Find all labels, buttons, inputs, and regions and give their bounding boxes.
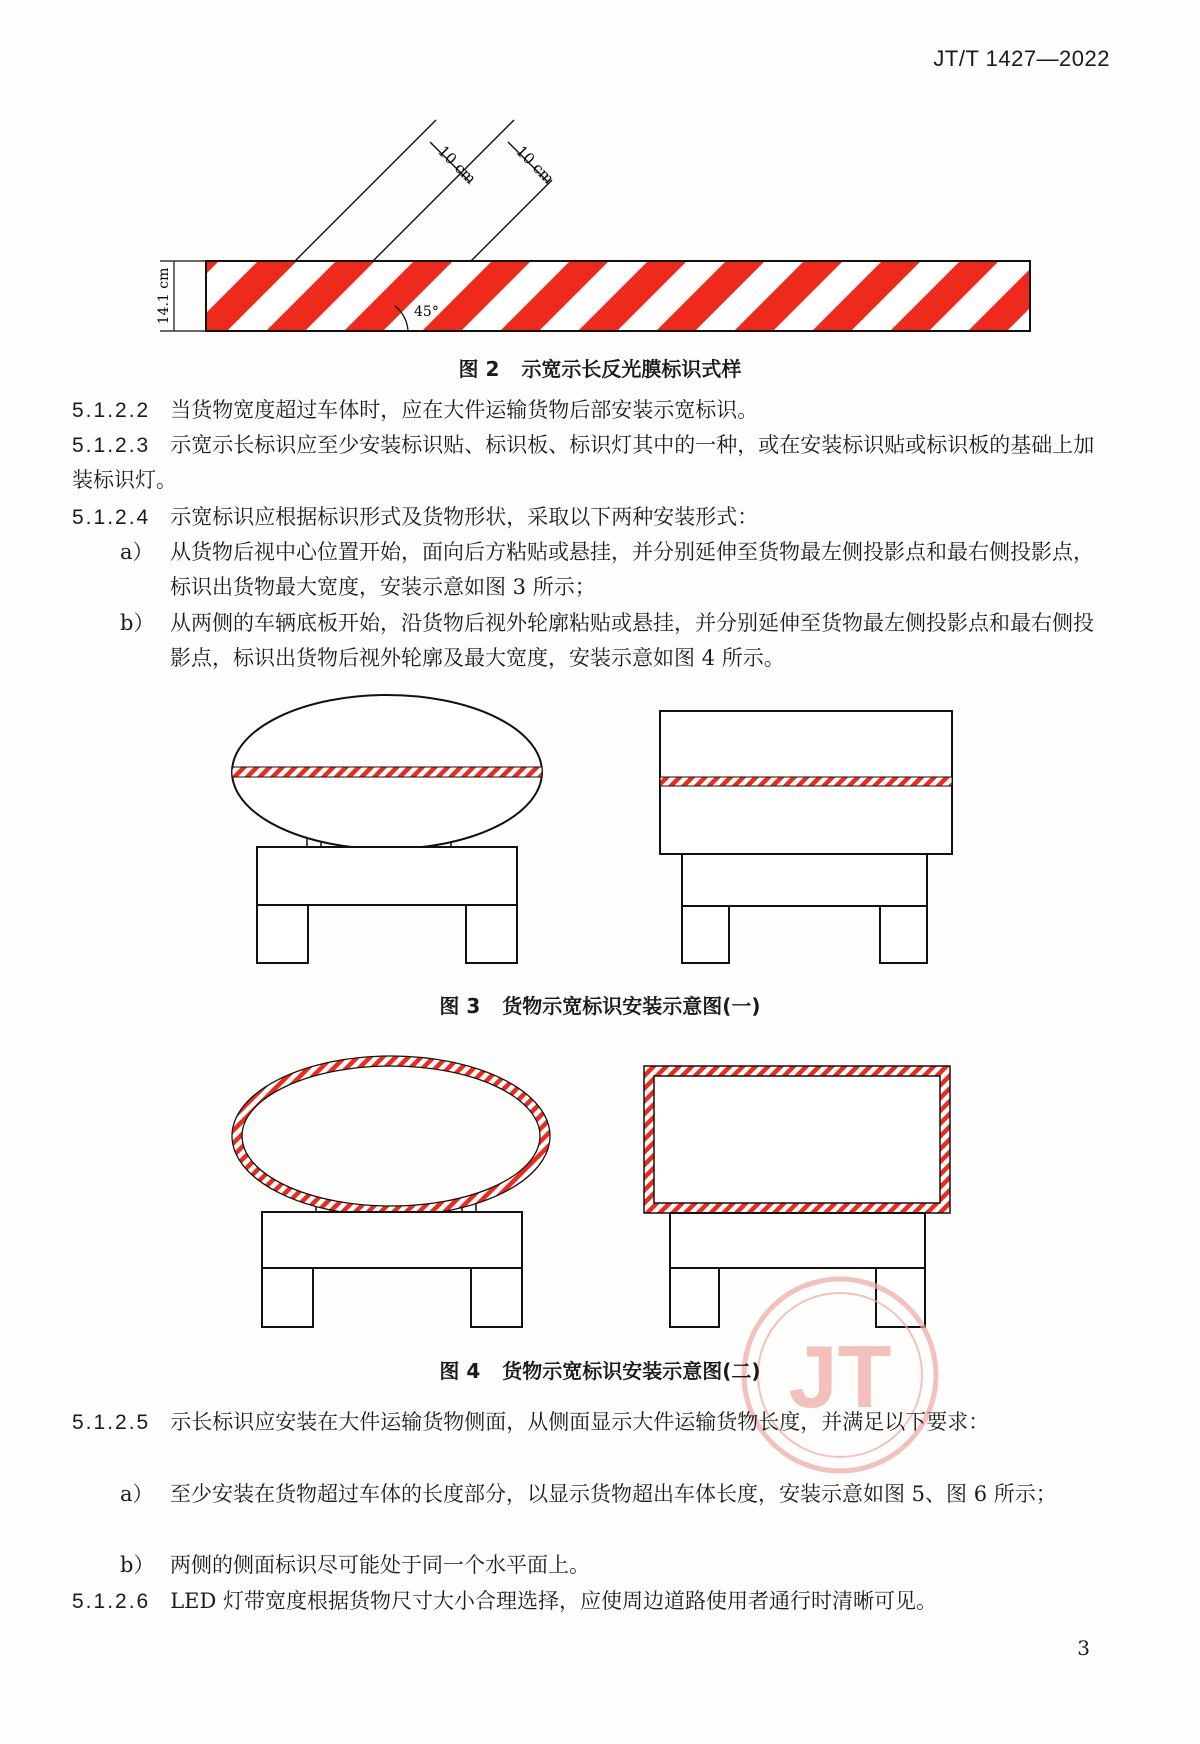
- list-item-label: b）: [120, 1553, 155, 1577]
- reflective-stripes: [110, 261, 1200, 331]
- clause-5-1-2-6: [72, 1584, 1112, 1619]
- vehicle-wheel-left: [257, 905, 308, 963]
- list-item-a: [120, 535, 1112, 605]
- dim-label-10cm-a: 10 cm: [434, 142, 480, 188]
- clause-number: 5.1.2.4: [72, 506, 151, 529]
- caption-number: 图 2: [458, 357, 500, 381]
- caption-title: 货物示宽标识安装示意图(一): [502, 994, 761, 1018]
- clause-5-1-2-5: [72, 1405, 1112, 1440]
- list-item-label: b）: [120, 611, 155, 635]
- standard-code: JT/T 1427—2022: [933, 46, 1110, 71]
- caption-title: 货物示宽标识安装示意图(二): [502, 1359, 761, 1383]
- caption-number: 图 4: [439, 1359, 481, 1383]
- box-cargo-vehicle: [660, 711, 952, 963]
- list-item-text: 两侧的侧面标识尽可能处于同一个水平面上。: [170, 1553, 590, 1577]
- vehicle-wheel-right: [880, 906, 927, 963]
- caption-title: 示宽示长反光膜标识式样: [521, 357, 742, 381]
- figure-3-caption: [0, 990, 1200, 1019]
- height-dim-label: 14.1 cm: [156, 267, 172, 325]
- list-item-b: [120, 606, 1112, 676]
- list-item-text: 至少安装在货物超过车体的长度部分，以显示货物超出车体长度，安装示意如图 5、图 6 所示；: [170, 1482, 1057, 1506]
- angle-label: 45°: [414, 304, 439, 320]
- caption-number: 图 3: [439, 994, 481, 1018]
- vehicle-wheel-right: [466, 905, 517, 963]
- clause-5-1-2-2: [72, 393, 1112, 428]
- list-item-text: 从两侧的车辆底板开始，沿货物后视外轮廓粘贴或悬挂，并分别延伸至货物最左侧投影点和最右侧投影点，标识出货物后视外轮廓及最大宽度，安装示意如图 4 所示。: [170, 611, 1094, 670]
- reflective-band: [232, 767, 542, 777]
- list-item-a: [120, 1477, 1112, 1512]
- page-number: 3: [1077, 1636, 1090, 1660]
- vehicle-deck: [257, 847, 517, 905]
- clause-5-1-2-4: [72, 500, 1112, 535]
- clause-5-1-2-3: [72, 428, 1112, 498]
- clause-number: 5.1.2.6: [72, 1590, 151, 1613]
- vehicle-deck: [262, 1212, 522, 1268]
- vehicle-wheel-left: [682, 906, 729, 963]
- red-stripe: [1046, 261, 1155, 331]
- list-item-label: a）: [120, 1482, 154, 1506]
- clause-text: 当货物宽度超过车体时，应在大件运输货物后部安装示宽标识。: [170, 398, 759, 422]
- list-item-label: a）: [120, 540, 154, 564]
- list-item-b: [120, 1548, 1112, 1583]
- figure-2-caption: [0, 353, 1200, 382]
- clause-number: 5.1.2.2: [72, 399, 151, 422]
- cylinder-cargo-vehicle: [232, 695, 542, 963]
- red-stripe: [1124, 261, 1200, 331]
- list-item-text: 从货物后视中心位置开始，面向后方粘贴或悬挂，并分别延伸至货物最左侧投影点和最右侧投影点，标识出货物最大宽度，安装示意如图 3 所示；: [170, 540, 1094, 599]
- clause-text: 示宽示长标识应至少安装标识贴、标识板、标识灯其中的一种，或在安装标识贴或标识板的基础上加装标识灯。: [72, 433, 1095, 492]
- clause-text: LED 灯带宽度根据货物尺寸大小合理选择，应使周边道路使用者通行时清晰可见。: [170, 1589, 938, 1613]
- vehicle-deck: [682, 854, 927, 906]
- clause-text: 示长标识应安装在大件运输货物侧面，从侧面显示大件运输货物长度，并满足以下要求：: [170, 1410, 990, 1434]
- clause-text: 示宽标识应根据标识形式及货物形状，采取以下两种安装形式：: [170, 505, 759, 529]
- figure-3-diagram: [0, 690, 1200, 980]
- reflective-band: [660, 777, 952, 786]
- figure-4-caption: [0, 1355, 1200, 1384]
- figure-2-diagram: [0, 0, 1200, 350]
- dim-label-10cm-b: 10 cm: [512, 142, 558, 188]
- clause-number: 5.1.2.5: [72, 1411, 151, 1434]
- vehicle-deck: [670, 1213, 925, 1268]
- stamp-text: JT: [788, 1327, 892, 1426]
- cylindrical-cargo-outline-band: [237, 1061, 545, 1211]
- clause-number: 5.1.2.3: [72, 434, 151, 457]
